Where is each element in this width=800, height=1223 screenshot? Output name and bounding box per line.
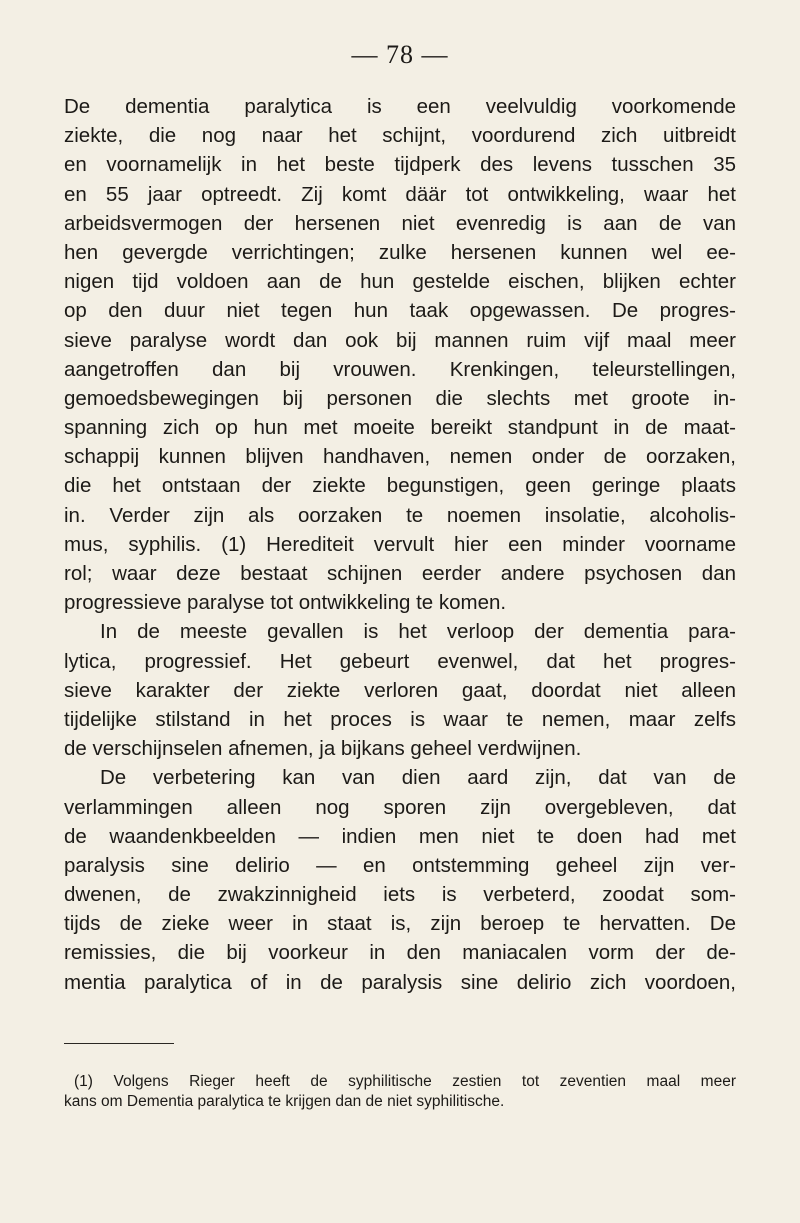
text-line: tijdelijke stilstand in het proces is waar te nemen, maar zelfs <box>64 707 736 731</box>
text-line: verlammingen alleen nog sporen zijn overgebleven, dat <box>64 795 736 819</box>
text-line: rol; waar deze bestaat schijnen eerder andere psychosen dan <box>64 562 736 585</box>
text-line: gemoedsbewegingen bij personen die slechts met groote in- <box>64 386 736 410</box>
page-number: — 78 — <box>351 40 449 69</box>
text-line: paralysis sine delirio — en ontstemming geheel zijn ver- <box>64 853 736 877</box>
text-line: die het ontstaan der ziekte begunstigen, geen geringe plaats <box>64 474 736 498</box>
footnote-line: kans om Dementia paralytica te krijgen dan de niet syphilitische. <box>64 1093 505 1110</box>
text-line: In de meeste gevallen is het verloop der dementia para- <box>100 620 736 644</box>
text-line: schappij kunnen blijven handhaven, nemen onder de oorzaken, <box>64 445 736 469</box>
text-line: De verbetering kan van dien aard zijn, dat van de <box>100 766 736 790</box>
footnote <box>64 1072 736 1112</box>
text-line: progressieve paralyse tot ontwikkeling te komen. <box>64 591 507 615</box>
footnote-line: (1) Volgens Rieger heeft de syphilitische zestien tot zeventien maal meer <box>74 1073 736 1090</box>
text-line: dwenen, de zwakzinnigheid iets is verbeterd, zoodat som- <box>64 883 736 907</box>
text-line: aangetroffen dan bij vrouwen. Krenkingen, teleurstellingen, <box>64 357 736 381</box>
text-line: mus, syphilis. (1) Herediteit vervult hier een minder voorname <box>64 532 736 556</box>
text-line: sieve paralyse wordt dan ook bij mannen ruim vijf maal meer <box>64 328 736 352</box>
body-text <box>64 92 736 997</box>
text-line: remissies, die bij voorkeur in den maniacalen vorm der de- <box>64 941 736 965</box>
text-line: De dementia paralytica is een veelvuldig voorkomende <box>64 95 736 118</box>
text-line: de verschijnselen afnemen, ja bijkans geheel verdwijnen. <box>64 737 582 761</box>
footnote-divider <box>64 1043 174 1044</box>
text-line: in. Verder zijn als oorzaken te noemen insolatie, alcoholis- <box>64 503 736 527</box>
text-line: nigen tijd voldoen aan de hun gestelde eischen, blijken echter <box>64 270 736 294</box>
text-line: lytica, progressief. Het gebeurt evenwel, dat het progres- <box>64 649 736 673</box>
text-line: de waandenkbeelden — indien men niet te doen had met <box>64 824 736 848</box>
text-line: arbeidsvermogen der hersenen niet evenredig is aan de van <box>64 211 736 235</box>
text-line: mentia paralytica of in de paralysis sine delirio zich voordoen, <box>64 970 736 994</box>
text-line: ziekte, die nog naar het schijnt, voordurend zich uitbreidt <box>64 124 736 148</box>
text-line: hen gevergde verrichtingen; zulke hersenen kunnen wel ee- <box>64 240 736 264</box>
text-line: en voornamelijk in het beste tijdperk des levens tusschen 35 <box>64 153 736 177</box>
text-line: en 55 jaar optreedt. Zij komt däär tot ontwikkeling, waar het <box>64 182 736 206</box>
text-line: op den duur niet tegen hun taak opgewassen. De progres- <box>64 299 736 323</box>
text-line: sieve karakter der ziekte verloren gaat, doordat niet alleen <box>64 678 736 702</box>
text-line: tijds de zieke weer in staat is, zijn beroep te hervatten. De <box>64 912 736 936</box>
text-line: spanning zich op hun met moeite bereikt standpunt in de maat- <box>64 416 736 440</box>
